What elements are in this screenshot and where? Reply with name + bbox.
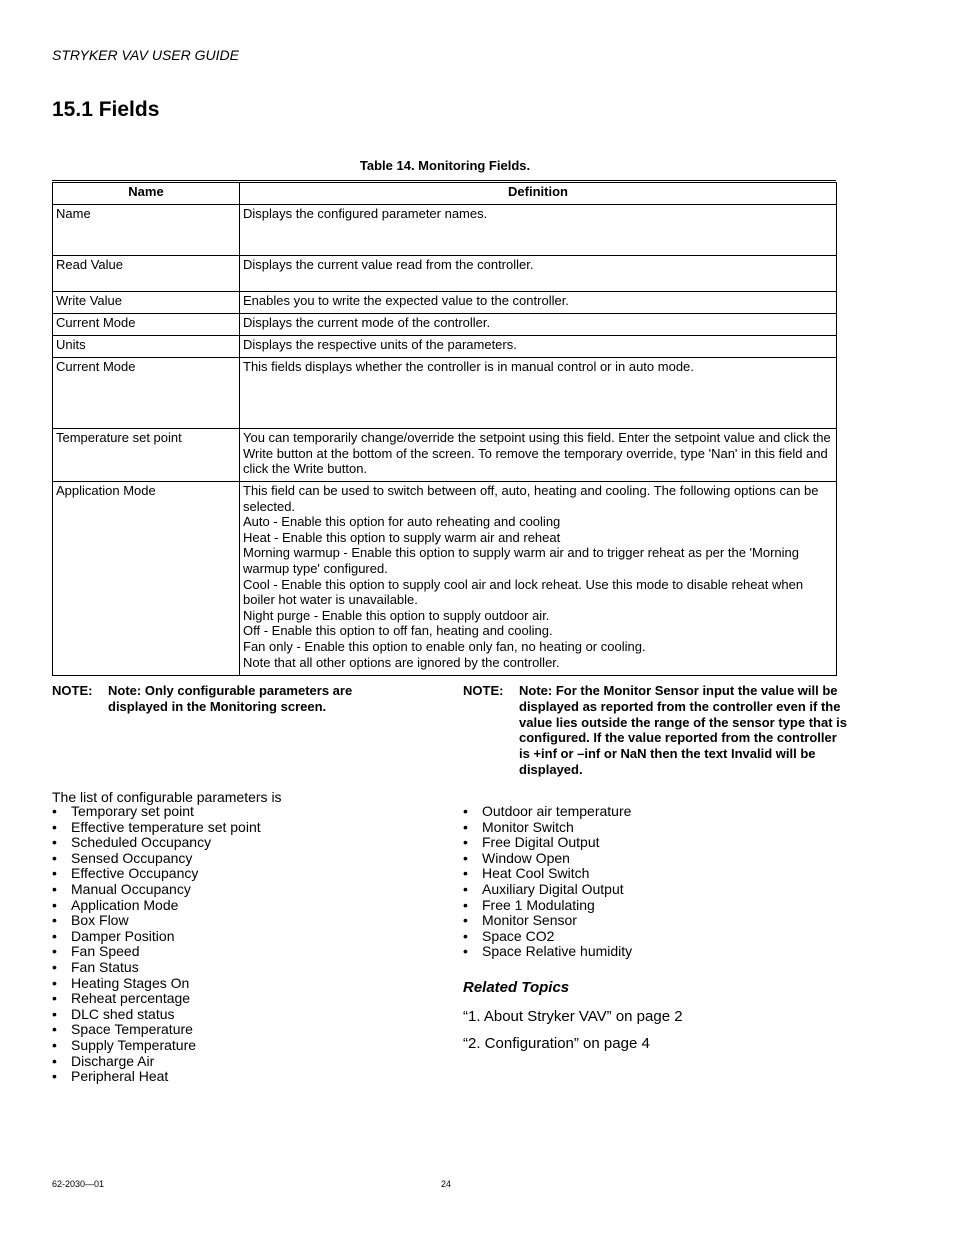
definition-line: Heat - Enable this option to supply warm air and reheat <box>243 529 561 545</box>
table-row <box>53 429 837 482</box>
related-topic-link[interactable]: “2. Configuration” on page 4 <box>463 1035 650 1052</box>
parameter-list-item: • Manual Occupancy <box>52 882 261 898</box>
table-row <box>53 482 837 676</box>
definition-line: Displays the current mode of the controller. <box>243 315 491 330</box>
definition-line: Auto - Enable this option for auto reheating and cooling <box>243 514 561 530</box>
definition-line: Enables you to write the expected value to the controller. <box>243 293 569 308</box>
field-definition-cell <box>240 256 837 292</box>
section-title: 15.1 Fields <box>52 98 160 121</box>
parameter-list-item: • Window Open <box>463 851 632 867</box>
definition-line: Cool - Enable this option to supply cool air and lock reheat. Use this mode to disable reheat when boiler hot water is unavailable. <box>243 576 804 608</box>
parameter-list-item: • Monitor Sensor <box>463 913 632 929</box>
field-definition-cell <box>240 429 837 482</box>
parameter-list-right <box>463 804 632 960</box>
parameter-list-item: • Effective temperature set point <box>52 820 261 836</box>
parameter-list-item: • Space CO2 <box>463 929 632 945</box>
note-label: NOTE: <box>52 683 93 698</box>
column-header-name: Name <box>53 183 240 205</box>
parameter-list-item: • Damper Position <box>52 929 261 945</box>
definition-line: This field can be used to switch between off, auto, heating and cooling. The following options can be selected. <box>243 483 819 514</box>
parameter-list-item: • Space Relative humidity <box>463 944 632 960</box>
footer-document-number: 62-2030—01 <box>52 1179 105 1189</box>
running-header: STRYKER VAV USER GUIDE <box>52 47 239 63</box>
related-topics-heading: Related Topics <box>463 979 570 996</box>
parameter-list-item: • Scheduled Occupancy <box>52 835 261 851</box>
note-text: Note: For the Monitor Sensor input the value will be displayed as reported from the controller even if the value lies outside the range of the sensor type that is configured. If the value reported from the controller is +inf or –inf or NaN then the text Invalid will be displayed. <box>519 683 847 777</box>
parameter-list-item: • Effective Occupancy <box>52 866 261 882</box>
table-row <box>53 205 837 256</box>
field-name-cell: Write Value <box>53 292 240 314</box>
field-name-cell: Current Mode <box>53 314 240 336</box>
definition-line: Displays the configured parameter names. <box>243 206 488 221</box>
table-row <box>53 358 837 429</box>
parameter-list-item: • DLC shed status <box>52 1007 261 1023</box>
table-row <box>53 256 837 292</box>
related-topic-link[interactable]: “1. About Stryker VAV” on page 2 <box>463 1008 683 1025</box>
definition-line: Note that all other options are ignored by the controller. <box>243 654 560 670</box>
note-label: NOTE: <box>463 683 504 698</box>
parameter-list-item: • Temporary set point <box>52 804 261 820</box>
field-definition-cell <box>240 358 837 429</box>
parameter-list-item: • Space Temperature <box>52 1022 261 1038</box>
field-definition-cell <box>240 314 837 336</box>
table-top-rule <box>52 180 836 181</box>
field-definition-cell <box>240 482 837 676</box>
field-name-cell: Current Mode <box>53 358 240 429</box>
table-caption: Table 14. Monitoring Fields. <box>359 158 531 173</box>
field-name-cell: Name <box>53 205 240 256</box>
monitoring-fields-table <box>52 182 837 676</box>
definition-line: You can temporarily change/override the setpoint using this field. Enter the setpoint value and click the Write button at the bottom of the screen. To remove the temporary override, type 'Nan' in this field and click the Write button. <box>243 430 831 477</box>
field-name-cell: Temperature set point <box>53 429 240 482</box>
parameter-list-item: • Heating Stages On <box>52 976 261 992</box>
definition-line: Night purge - Enable this option to supply outdoor air. <box>243 607 550 623</box>
note-configurable-parameters <box>52 683 412 723</box>
parameter-list-item: • Auxiliary Digital Output <box>463 882 632 898</box>
parameter-list-item: • Supply Temperature <box>52 1038 261 1054</box>
footer-page-number: 24 <box>441 1179 452 1189</box>
table-row <box>53 314 837 336</box>
table-header-row <box>53 183 837 205</box>
parameter-list-item: • Discharge Air <box>52 1054 261 1070</box>
table-row <box>53 336 837 358</box>
parameter-list-item: • Fan Speed <box>52 944 261 960</box>
definition-line: Displays the respective units of the parameters. <box>243 337 517 352</box>
parameter-list-item: • Application Mode <box>52 898 261 914</box>
parameter-list-item: • Reheat percentage <box>52 991 261 1007</box>
field-definition-cell <box>240 292 837 314</box>
column-header-definition: Definition <box>240 183 837 205</box>
parameter-list-item: • Fan Status <box>52 960 261 976</box>
parameter-list-item: • Heat Cool Switch <box>463 866 632 882</box>
field-definition-cell <box>240 336 837 358</box>
parameter-list-item: • Sensed Occupancy <box>52 851 261 867</box>
parameter-list-item: • Free Digital Output <box>463 835 632 851</box>
parameter-list-item: • Peripheral Heat <box>52 1069 261 1085</box>
parameter-list-left <box>52 804 261 1085</box>
definition-line: Fan only - Enable this option to enable only fan, no heating or cooling. <box>243 638 646 654</box>
parameter-list-item: • Box Flow <box>52 913 261 929</box>
note-text: Note: Only configurable parameters are displayed in the Monitoring screen. <box>108 683 353 714</box>
parameter-list-item: • Monitor Switch <box>463 820 632 836</box>
definition-line: This fields displays whether the controller is in manual control or in auto mode. <box>243 359 694 374</box>
field-name-cell: Application Mode <box>53 482 240 676</box>
field-name-cell: Read Value <box>53 256 240 292</box>
parameters-intro: The list of configurable parameters is <box>52 789 282 805</box>
definition-line: Displays the current value read from the controller. <box>243 257 534 272</box>
parameter-list-item: • Free 1 Modulating <box>463 898 632 914</box>
table-row <box>53 292 837 314</box>
definition-line: Morning warmup - Enable this option to supply warm air and to trigger reheat as per the 'Morning warmup type' configured. <box>243 545 799 576</box>
parameter-list-item: • Outdoor air temperature <box>463 804 632 820</box>
definition-line: Off - Enable this option to off fan, heating and cooling. <box>243 623 553 639</box>
note-monitor-sensor <box>463 683 848 783</box>
field-definition-cell <box>240 205 837 256</box>
field-name-cell: Units <box>53 336 240 358</box>
